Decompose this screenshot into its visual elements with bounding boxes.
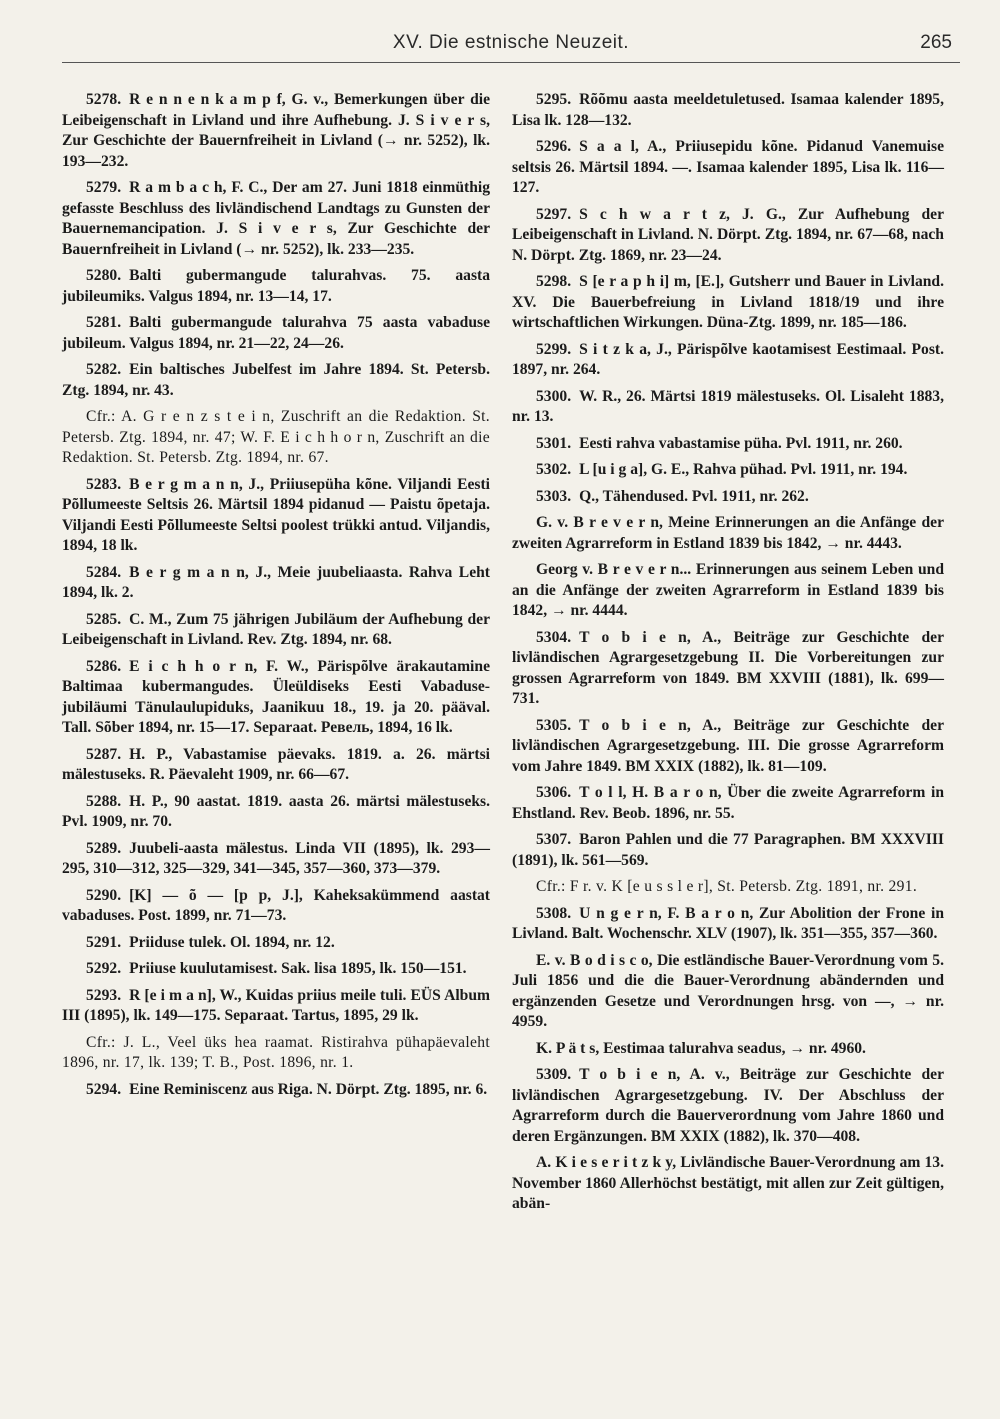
entry-number: 5278. — [86, 91, 122, 108]
bibliography-entry — [62, 933, 490, 954]
entry-text: A. K i e s e r i t z k y, Livländische Bauer-Verordnung am 13. November 1860 Allerhöchst bestätigt, mit allen zur Zeit gültigen, abän- — [512, 1154, 944, 1212]
entry-number: 5285. — [86, 610, 122, 628]
entry-number: 5298. — [536, 273, 572, 290]
entry-number: 5291. — [86, 933, 122, 951]
entry-number: 5300. — [536, 387, 572, 405]
entry-number: 5287. — [86, 745, 122, 763]
entry-number: 5290. — [86, 886, 122, 904]
right-column — [512, 90, 944, 1221]
entry-text: U n g e r n, F. B a r o n, Zur Abolition der Frone in Livland. Balt. Wochenschr. XLV (1907), lk. 351—355, 357—360. — [512, 904, 944, 942]
entry-text: Cfr.: J. L., Veel üks hea raamat. Ristirahva pühapäevaleht 1896, nr. 17, lk. 139; T. B., Post. 1896, nr. 1. — [62, 1033, 490, 1071]
entry-text: R [e i m a n], W., Kuidas priius meile tuli. EÜS Album III (1895), lk. 149—175. Separaat. Tartus, 1895, 29 lk. — [62, 986, 490, 1024]
entry-text: Eine Reminiscenz aus Riga. N. Dörpt. Ztg. 1895, nr. 6. — [129, 1080, 488, 1098]
bibliography-entry — [512, 1153, 944, 1215]
entry-text: Baron Pahlen und die 77 Paragraphen. BM XXXVIII (1891), lk. 561—569. — [512, 831, 944, 869]
entry-number: 5288. — [86, 792, 122, 810]
bibliography-entry — [62, 657, 490, 739]
running-title: XV. Die estnische Neuzeit. — [392, 32, 630, 53]
entry-text: B e r g m a n n, J., Priiusepüha kõne. Viljandi Eesti Põllumeeste Seltsis 26. Märtsil 1894 pidanud — Paistu õpetaja. Viljandi Eesti Põllumeeste Seltsi poolest trükki antud. Viljandis, 1894, 18 lk. — [62, 475, 490, 554]
bibliography-entry — [62, 792, 490, 833]
bibliography-entry — [62, 266, 490, 307]
entry-number: 5297. — [536, 205, 572, 223]
bibliography-entry — [62, 610, 490, 651]
bibliography-entry — [62, 475, 490, 557]
bibliography-entry — [62, 745, 490, 786]
entry-text: E i c h h o r n, F. W., Pärispõlve ärakautamine Baltimaa kubermangudes. Üleüldiseks Eesti Vabaduse-jubiläumi Tänulaulupiduks, Jaanikuu 18., 19. ja 20. pääval. Tall. Sõber 1894, nr. 15—17. Separaat. Ревель, 1894, 16 lk. — [62, 657, 490, 736]
bibliography-entry — [512, 560, 944, 622]
entry-text: Balti gubermangude talurahva 75 aasta vabaduse jubileum. Valgus 1894, nr. 21—22, 24—26. — [62, 314, 490, 352]
bibliography-entry — [62, 959, 490, 980]
bibliography-entry — [512, 205, 944, 267]
reference-note — [62, 407, 490, 469]
entry-text: Eesti rahva vabastamise püha. Pvl. 1911, nr. 260. — [579, 434, 903, 452]
entry-number: 5303. — [536, 487, 572, 505]
entry-text: G. v. B r e v e r n, Meine Erinnerungen an die Anfänge der zweiten Agrarreform in Estland 1839 bis 1842, → nr. 4443. — [512, 514, 944, 552]
bibliography-entry — [512, 830, 944, 871]
entry-number: 5282. — [86, 361, 122, 378]
bibliography-entry — [512, 904, 944, 945]
bibliography-entry — [512, 628, 944, 710]
bibliography-entry — [512, 434, 944, 455]
entry-text: R e n n e n k a m p f, G. v., Bemerkungen über die Leibeigenschaft in Livland und ihre Aufhebung. J. S i v e r s, Zur Geschichte der Bauernfreiheit in Livland (→ nr. 5252), lk. 193—232. — [62, 91, 490, 170]
bibliography-entry — [62, 90, 490, 172]
bibliography-entry — [512, 513, 944, 554]
bibliography-entry — [512, 951, 944, 1033]
entry-text: T o b i e n, A., Beiträge zur Geschichte der livländischen Agrargesetzgebung II. Die Vorbereitungen zur grossen Agrarreform von 1849. BM XXVIII (1881), lk. 699—731. — [512, 628, 944, 707]
entry-text: [K] — õ — [p p, J.], Kaheksakümmend aastat vabaduses. Post. 1899, nr. 71—73. — [62, 886, 490, 924]
entry-number: 5289. — [86, 839, 122, 857]
entry-text: Ein baltisches Jubelfest im Jahre 1894. St. Petersb. Ztg. 1894, nr. 43. — [62, 361, 490, 399]
bibliography-entry — [512, 487, 944, 508]
entry-text: T o b i e n, A. v., Beiträge zur Geschichte der livländischen Agrargesetzgebung. IV. Der Abschluss der Agrarreform durch die Bauerverordnung vom Jahre 1860 und deren Ergänzungen. BM XXIX (1882), lk. 370—408. — [512, 1066, 944, 1145]
entry-text: R a m b a c h, F. C., Der am 27. Juni 1818 einmüthig gefasste Beschluss des livländischend Landtags zu Gunsten der Bauernemancipation. J. S i v e r s, Zur Geschichte der Bauernfreiheit in Livland (→ nr. 5252), lk. 233—235. — [62, 179, 490, 258]
bibliography-entry — [62, 839, 490, 880]
entry-number: 5284. — [86, 563, 122, 581]
bibliography-entry — [512, 1039, 944, 1060]
entry-text: Q., Tähendused. Pvl. 1911, nr. 262. — [579, 487, 809, 505]
entry-text: Priiduse tulek. Ol. 1894, nr. 12. — [129, 933, 335, 951]
reference-note — [512, 877, 944, 898]
header-rule — [62, 62, 960, 63]
entry-text: H. P., 90 aastat. 1819. aasta 26. märtsi mälestuseks. Pvl. 1909, nr. 70. — [62, 792, 490, 830]
entry-number: 5299. — [536, 340, 572, 358]
reference-note — [62, 1033, 490, 1074]
entry-number: 5281. — [86, 314, 122, 331]
entry-text: L [u i g a], G. E., Rahva pühad. Pvl. 1911, nr. 194. — [579, 461, 908, 478]
entry-text: T o l l, H. B a r o n, Über die zweite Agrarreform in Ehstland. Rev. Beob. 1896, nr. 55. — [512, 784, 944, 822]
entry-number: 5301. — [536, 434, 572, 452]
entry-text: S a a l, A., Priiusepidu kõne. Pidanud Vanemuise seltsis 26. Märtsil 1894. —. Isamaa kalender 1895, Lisa lk. 116—127. — [512, 138, 944, 196]
entry-text: K. P ä t s, Eestimaa talurahva seadus, → nr. 4960. — [536, 1039, 866, 1057]
entry-number: 5302. — [536, 461, 572, 478]
bibliography-entry — [512, 387, 944, 428]
entry-text: H. P., Vabastamise päevaks. 1819. a. 26. märtsi mälestuseks. R. Päevaleht 1909, nr. 66—67. — [62, 745, 490, 783]
entry-text: Georg v. B r e v e r n... Erinnerungen aus seinem Leben und an die Anfänge der zweiten Agrarreform in Estland 1839 bis 1842, → nr. 4444. — [512, 561, 944, 619]
entry-number: 5293. — [86, 986, 122, 1004]
entry-text: Juubeli-aasta mälestus. Linda VII (1895), lk. 293—295, 310—312, 325—329, 341—345, 357—360, 373—379. — [62, 839, 490, 877]
entry-text: B e r g m a n n, J., Meie juubeliaasta. Rahva Leht 1894, lk. 2. — [62, 563, 490, 601]
entry-number: 5283. — [86, 475, 122, 493]
bibliography-entry — [62, 986, 490, 1027]
bibliography-entry — [512, 1065, 944, 1147]
entry-number: 5294. — [86, 1080, 122, 1098]
entry-text: S i t z k a, J., Pärispõlve kaotamisest Eestimaal. Post. 1897, nr. 264. — [512, 340, 944, 378]
entry-number: 5296. — [536, 138, 572, 155]
entry-text: E. v. B o d i s c o, Die estländische Bauer-Verordnung vom 5. Juli 1856 und die die Bauer-Verordnung abändernden und ergänzenden Gesetze und Verordnungen hrsg. von —, → nr. 4959. — [512, 951, 944, 1030]
entry-text: S c h w a r t z, J. G., Zur Aufhebung der Leibeigenschaft in Livland. N. Dörpt. Ztg. 1894, nr. 67—68, nach N. Dörpt. Ztg. 1869, nr. 23—24. — [512, 205, 944, 264]
page-number: 265 — [920, 32, 952, 53]
entry-text: Balti gubermangude talurahvas. 75. aasta jubileumiks. Valgus 1894, nr. 13—14, 17. — [62, 267, 490, 305]
bibliography-entry — [512, 90, 944, 131]
entry-number: 5295. — [536, 91, 572, 108]
entry-text: Cfr.: F r. v. K [e u s s l e r], St. Petersb. Ztg. 1891, nr. 291. — [536, 878, 918, 895]
entry-number: 5304. — [536, 628, 572, 646]
entry-number: 5309. — [536, 1066, 572, 1083]
entry-number: 5308. — [536, 904, 572, 922]
bibliography-entry — [512, 272, 944, 334]
entry-number: 5280. — [86, 267, 122, 284]
bibliography-entry — [62, 886, 490, 927]
entry-number: 5305. — [536, 716, 572, 734]
bibliography-entry — [62, 178, 490, 260]
entry-text: Cfr.: A. G r e n z s t e i n, Zuschrift an die Redaktion. St. Petersb. Ztg. 1894, nr. 47; W. F. E i c h h o r n, Zuschrift an die Redaktion. St. Petersb. Ztg. 1894, nr. 67. — [62, 408, 490, 466]
bibliography-entry — [512, 137, 944, 199]
entry-text: Rõõmu aasta meeldetuletused. Isamaa kalender 1895, Lisa lk. 128—132. — [512, 91, 944, 129]
entry-text: S [e r a p h i] m, [E.], Gutsherr und Bauer in Livland. XV. Die Bauerbefreiung in Livland 1818/19 und ihre wirtschaftlichen Wirkungen. Düna-Ztg. 1899, nr. 185—186. — [512, 273, 944, 331]
entry-number: 5286. — [86, 657, 122, 675]
entry-number: 5279. — [86, 179, 122, 196]
page-header — [62, 32, 960, 60]
entry-number: 5306. — [536, 784, 572, 801]
bibliography-entry — [512, 340, 944, 381]
bibliography-entry — [62, 313, 490, 354]
bibliography-entry — [512, 783, 944, 824]
entry-text: Priiuse kuulutamisest. Sak. lisa 1895, lk. 150—151. — [129, 960, 467, 977]
bibliography-entry — [62, 360, 490, 401]
bibliography-entry — [62, 563, 490, 604]
entry-text: C. M., Zum 75 jährigen Jubiläum der Aufhebung der Leibeigenschaft in Livland. Rev. Ztg. 1894, nr. 68. — [62, 610, 490, 648]
entry-text: T o b i e n, A., Beiträge zur Geschichte der livländischen Agrargesetzgebung. III. Die grosse Agrarreform vom Jahre 1849. BM XXIX (1882), lk. 81—109. — [512, 716, 944, 775]
bibliography-entry — [512, 716, 944, 778]
bibliography-entry — [512, 460, 944, 481]
entry-number: 5307. — [536, 831, 572, 848]
bibliography-entry — [62, 1080, 490, 1101]
entry-number: 5292. — [86, 960, 122, 977]
entry-text: W. R., 26. Märtsi 1819 mälestuseks. Ol. Lisaleht 1883, nr. 13. — [512, 387, 944, 425]
left-column — [62, 90, 490, 1106]
